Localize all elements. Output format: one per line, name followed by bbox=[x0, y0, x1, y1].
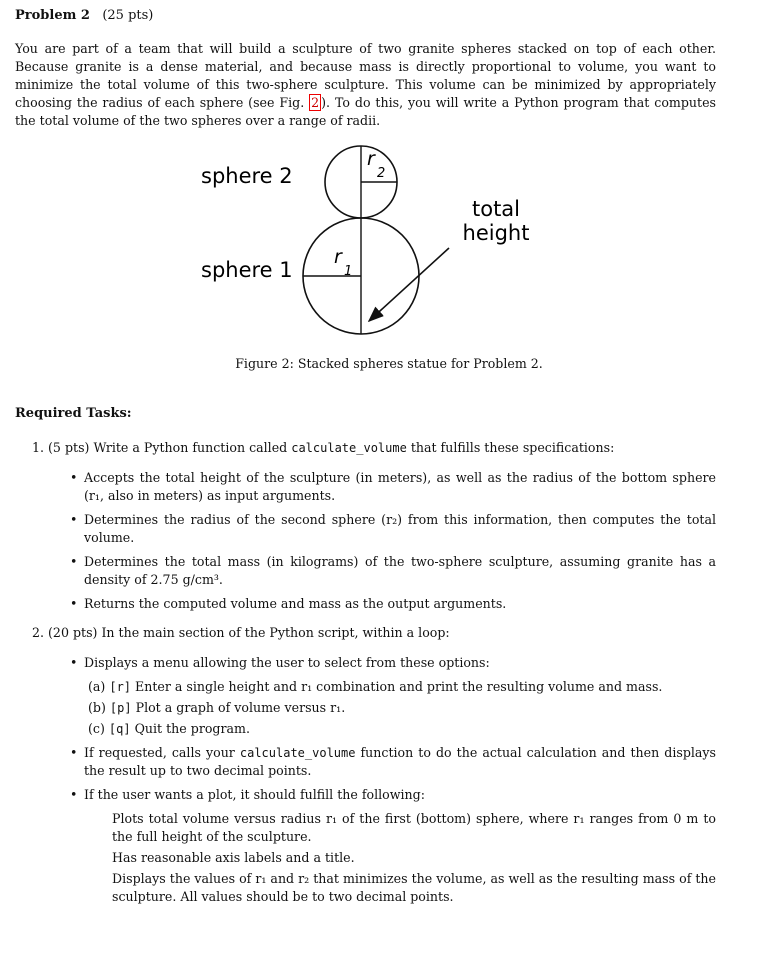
r1-subscript: 1 bbox=[344, 264, 353, 279]
figure-caption: Figure 2: Stacked spheres statue for Problem 2. bbox=[235, 356, 543, 371]
task-1-lead: 1. (5 pts) Write a Python function called bbox=[32, 440, 292, 455]
intro-text-2: ). To do this, you will write a Python program that computes the total volume of the two spheres over a range of radii. bbox=[15, 95, 716, 128]
task-1-bullet-4: • Returns the computed volume and mass as the output arguments. bbox=[70, 596, 507, 611]
total-height-label-line-1: total bbox=[471, 197, 521, 221]
problem-heading: Problem 2 bbox=[15, 8, 90, 23]
required-tasks-heading: Required Tasks: bbox=[15, 406, 132, 421]
plot-requirement-2: Has reasonable axis labels and a title. bbox=[112, 850, 355, 865]
r2-subscript: 2 bbox=[377, 166, 386, 181]
total-height-label-line-2: height bbox=[462, 221, 530, 245]
task-1-bullet-3: • Determines the total mass (in kilograms) of the two-sphere sculpture, assuming granite has a density of 2.75 g/cm³. bbox=[70, 554, 716, 587]
task-2-bullet-plot: • If the user wants a plot, it should fulfill the following: bbox=[70, 787, 425, 802]
stacked-spheres-figure bbox=[190, 140, 550, 340]
r2-label: r bbox=[367, 148, 375, 170]
task-1-code: calculate_volume bbox=[291, 441, 407, 455]
total-height-arrow bbox=[369, 248, 449, 321]
sphere-2-label: sphere 2 bbox=[201, 164, 293, 188]
figure-reference-link[interactable]: 2 bbox=[311, 95, 320, 110]
menu-option-r: (a) [r] Enter a single height and r₁ combination and print the resulting volume and mass. bbox=[88, 679, 663, 694]
task-2-bullet-menu: • Displays a menu allowing the user to select from these options: bbox=[70, 655, 490, 670]
task-1 bbox=[32, 439, 722, 457]
task-1-bullet-2: • Determines the radius of the second sphere (r₂) from this information, then computes the total volume. bbox=[70, 512, 716, 545]
task-2: 2. (20 pts) In the main section of the Python script, within a loop: bbox=[32, 625, 450, 640]
sphere-1-label: sphere 1 bbox=[201, 258, 293, 282]
plot-requirement-1: Plots total volume versus radius r₁ of the first (bottom) sphere, where r₁ ranges from 0 m to the full height of the sculpture. bbox=[112, 811, 716, 844]
menu-option-p: (b) [p] Plot a graph of volume versus r₁. bbox=[88, 700, 346, 715]
menu-option-q: (c) [q] Quit the program. bbox=[88, 721, 250, 736]
task-2-bullet-calc: • If requested, calls your calculate_volume function to do the actual calculation and then displays the result up to two decimal points. bbox=[70, 745, 716, 778]
plot-requirement-3: Displays the values of r₁ and r₂ that minimizes the volume, as well as the resulting mass of the sculpture. All values should be to two decimal points. bbox=[112, 871, 716, 904]
task-1-bullet-1: • Accepts the total height of the sculpture (in meters), as well as the radius of the bottom sphere (r₁, also in meters) as input arguments. bbox=[70, 470, 716, 503]
task-1-tail: that fulfills these specifications: bbox=[406, 440, 615, 455]
problem-points: (25 pts) bbox=[102, 8, 154, 23]
intro-paragraph bbox=[15, 40, 716, 130]
intro-text-1: You are part of a team that will build a sculpture of two granite spheres stacked on top of each other. Because granite is a dense material, and because mass is directly proportional to volume, you want to minimize the total volume of this two-sphere sculpture. This volume can be minimized by appropriately choosing the radius of each sphere (see Fig. bbox=[15, 41, 716, 110]
problem-title bbox=[15, 7, 153, 25]
r1-label: r bbox=[334, 246, 342, 268]
